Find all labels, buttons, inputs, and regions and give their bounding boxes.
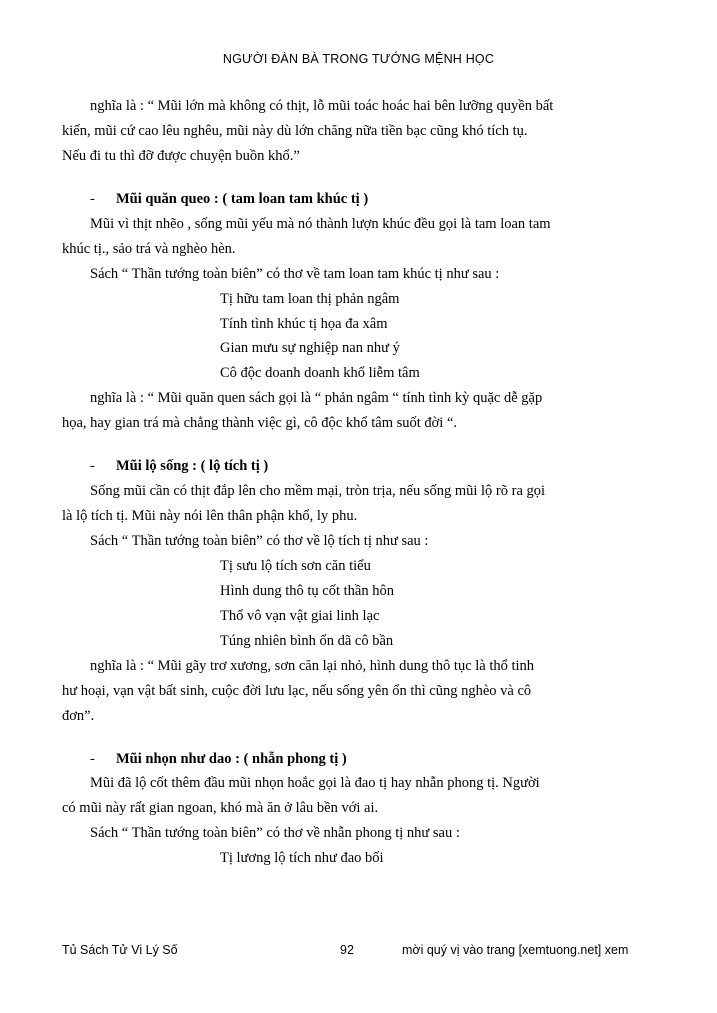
paragraph-line: nghĩa là : “ Mũi gãy trơ xương, sơn căn lại nhỏ, hình dung thô tục là thổ tinh: [90, 657, 535, 674]
section-heading-mui-nhon-nhu-dao: [90, 747, 655, 772]
paragraph-line: Sách “ Thần tướng toàn biên” có thơ về nhẫn phong tị như sau :: [90, 825, 460, 842]
page-header: NGƯỜI ĐÀN BÀ TRONG TƯỚNG MỆNH HỌC: [222, 52, 495, 66]
section-heading-mui-lo-song: [90, 454, 655, 479]
paragraph-line: là lộ tích tị. Mũi này nói lên thân phận khổ, ly phu.: [62, 508, 358, 525]
paragraph-line: kiến, mũi cứ cao lêu nghêu, mũi này dù lớn chăng nữa tiền bạc cũng khó tích tụ.: [62, 122, 528, 139]
paragraph-line: nghĩa là : “ Mũi lớn mà không có thịt, lỗ mũi toác hoác hai bên lưỡng quyền bất: [90, 98, 554, 114]
paragraph-line: khúc tị., sảo trá và nghèo hèn.: [62, 240, 236, 257]
paragraph-line: đơn”.: [62, 707, 95, 724]
paragraph-line: Mũi vì thịt nhẽo , sống mũi yếu mà nó thành lượn khúc đều gọi là tam loan tam: [90, 215, 551, 232]
page-footer: [62, 943, 665, 957]
footer-page-number: 92: [340, 943, 354, 957]
paragraph-line: họa, hay gian trá mà chẳng thành việc gì, cô độc khổ tâm suốt đời “.: [62, 415, 458, 432]
paragraph-spacer: [62, 436, 655, 454]
paragraph-line: Mũi đã lộ cốt thêm đầu mũi nhọn hoắc gọi là đao tị hay nhẫn phong tị. Người: [90, 775, 540, 792]
section-heading-label: Mũi quăn queo : ( tam loan tam khúc tị ): [116, 190, 369, 207]
verse-line: Tị lương lộ tích như đao bối: [220, 850, 384, 867]
verse-line: Thổ vô vạn vật giai linh lạc: [220, 607, 380, 624]
bullet-dash: -: [90, 458, 95, 475]
section-heading-label: Mũi lộ sống : ( lộ tích tị ): [116, 458, 269, 475]
bullet-dash: -: [90, 190, 95, 207]
footer-website-note: mời quý vị vào trang [xemtuong.net] xem: [402, 943, 629, 957]
paragraph-spacer: [62, 169, 655, 187]
verse-line: Tị sưu lộ tích sơn căn tiểu: [220, 557, 371, 574]
bullet-dash: -: [90, 750, 95, 767]
section-heading-label: Mũi nhọn như dao : ( nhẫn phong tị ): [116, 750, 347, 767]
verse-line: Tính tình khúc tị họa đa xâm: [220, 315, 388, 332]
verse-line: Túng nhiên bình ổn dã cô bần: [220, 632, 394, 649]
paragraph-line: Sách “ Thần tướng toàn biên” có thơ về tam loan tam khúc tị như sau :: [90, 265, 500, 282]
section-heading-mui-quan-queo: [90, 187, 655, 212]
paragraph-line: Sống mũi cần có thịt đắp lên cho mềm mại, tròn trịa, nếu sống mũi lộ rõ ra gọi: [90, 483, 546, 500]
paragraph-line: hư hoại, vạn vật bất sinh, cuộc đời lưu lạc, nếu sống yên ổn thì cũng nghèo và cô: [62, 682, 532, 699]
footer-publisher: Tủ Sách Tử Vi Lý Số: [62, 943, 178, 957]
paragraph-line: có mũi này rất gian ngoan, khó mà ăn ở lâu bền với ai.: [62, 800, 379, 817]
verse-line: Tị hữu tam loan thị phản ngâm: [220, 290, 400, 307]
paragraph-line: Sách “ Thần tướng toàn biên” có thơ về lộ tích tị như sau :: [90, 533, 429, 549]
verse-line: Cô độc doanh doanh khổ liễm tâm: [220, 365, 420, 382]
document-body: [62, 94, 655, 871]
paragraph-spacer: [62, 729, 655, 747]
verse-line: Gian mưu sự nghiệp nan như ý: [220, 340, 400, 357]
verse-line: Hình dung thô tụ cốt thần hôn: [220, 582, 394, 599]
paragraph-line: Nếu đi tu thì đỡ được chuyện buồn khổ.”: [62, 147, 300, 164]
paragraph-line: nghĩa là : “ Mũi quăn quen sách gọi là “ phản ngâm “ tính tình kỳ quặc dễ gặp: [90, 390, 543, 407]
